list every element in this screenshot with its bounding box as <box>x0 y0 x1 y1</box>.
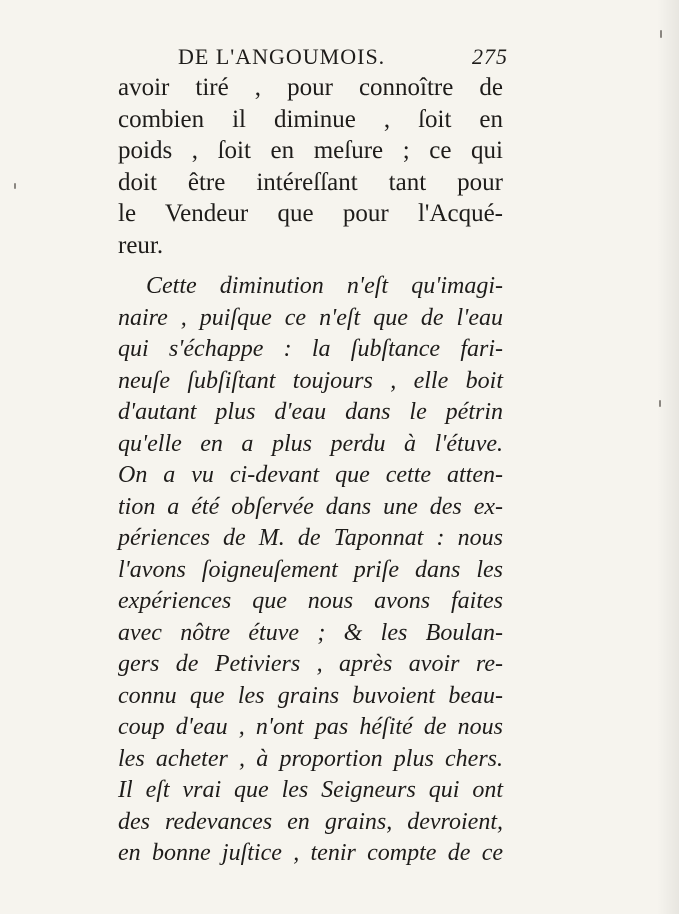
margin-mark <box>660 30 662 38</box>
text-line: d'autant plus d'eau dans le pétrin <box>118 399 503 425</box>
text-line: tion a été obſervée dans une des ex- <box>118 493 503 520</box>
paragraph-1 <box>118 72 503 261</box>
text-line: gers de Petiviers , après avoir re- <box>118 651 503 677</box>
text-line: en bonne juſtice , tenir compte de ce <box>118 840 503 866</box>
text-line: combien il diminue , ſoit en <box>118 105 503 133</box>
text-line: doit être intéreſſant tant pour <box>118 168 503 196</box>
margin-mark <box>14 183 16 189</box>
page-number: 275 <box>472 44 508 69</box>
text-line: avec nôtre étuve ; & les Boulan- <box>118 619 503 646</box>
text-line: avoir tiré , pour connoître de <box>118 74 503 101</box>
scan-edge-shadow <box>657 0 679 914</box>
text-line: reur. <box>118 231 164 259</box>
running-head-title: DE L'ANGOUMOIS. <box>178 44 386 69</box>
text-line: poids , ſoit en meſure ; ce qui <box>118 137 503 164</box>
text-line: qu'elle en a plus perdu à l'étuve. <box>118 430 503 457</box>
text-line: l'avons ſoigneuſement priſe dans les <box>118 556 503 583</box>
text-line: périences de M. de Taponnat : nous <box>118 525 503 551</box>
margin-mark <box>659 400 661 407</box>
text-line: coup d'eau , n'ont pas héſité de nous <box>118 714 503 740</box>
paragraph-2 <box>118 271 503 870</box>
text-line: les acheter , à proportion plus chers. <box>118 745 503 772</box>
text-line: neuſe ſubſiſtant toujours , elle boit <box>118 367 503 394</box>
text-line: expériences que nous avons faites <box>118 588 503 614</box>
text-line: des redevances en grains, devroient, <box>118 808 503 835</box>
text-line: naire , puiſque ce n'eſt que de l'eau <box>118 304 503 331</box>
text-line: qui s'échappe : la ſubſtance fari- <box>118 336 503 362</box>
text-line: On a vu ci-devant que cette atten- <box>118 462 503 488</box>
page-text <box>118 72 503 870</box>
text-line: Il eſt vrai que les Seigneurs qui ont <box>118 777 503 803</box>
text-line: le Vendeur que pour l'Acqué- <box>118 200 503 227</box>
text-line: Cette diminution n'eſt qu'imagi- <box>146 273 503 299</box>
running-head <box>178 44 508 74</box>
text-line: connu que les grains buvoient beau- <box>118 682 503 709</box>
